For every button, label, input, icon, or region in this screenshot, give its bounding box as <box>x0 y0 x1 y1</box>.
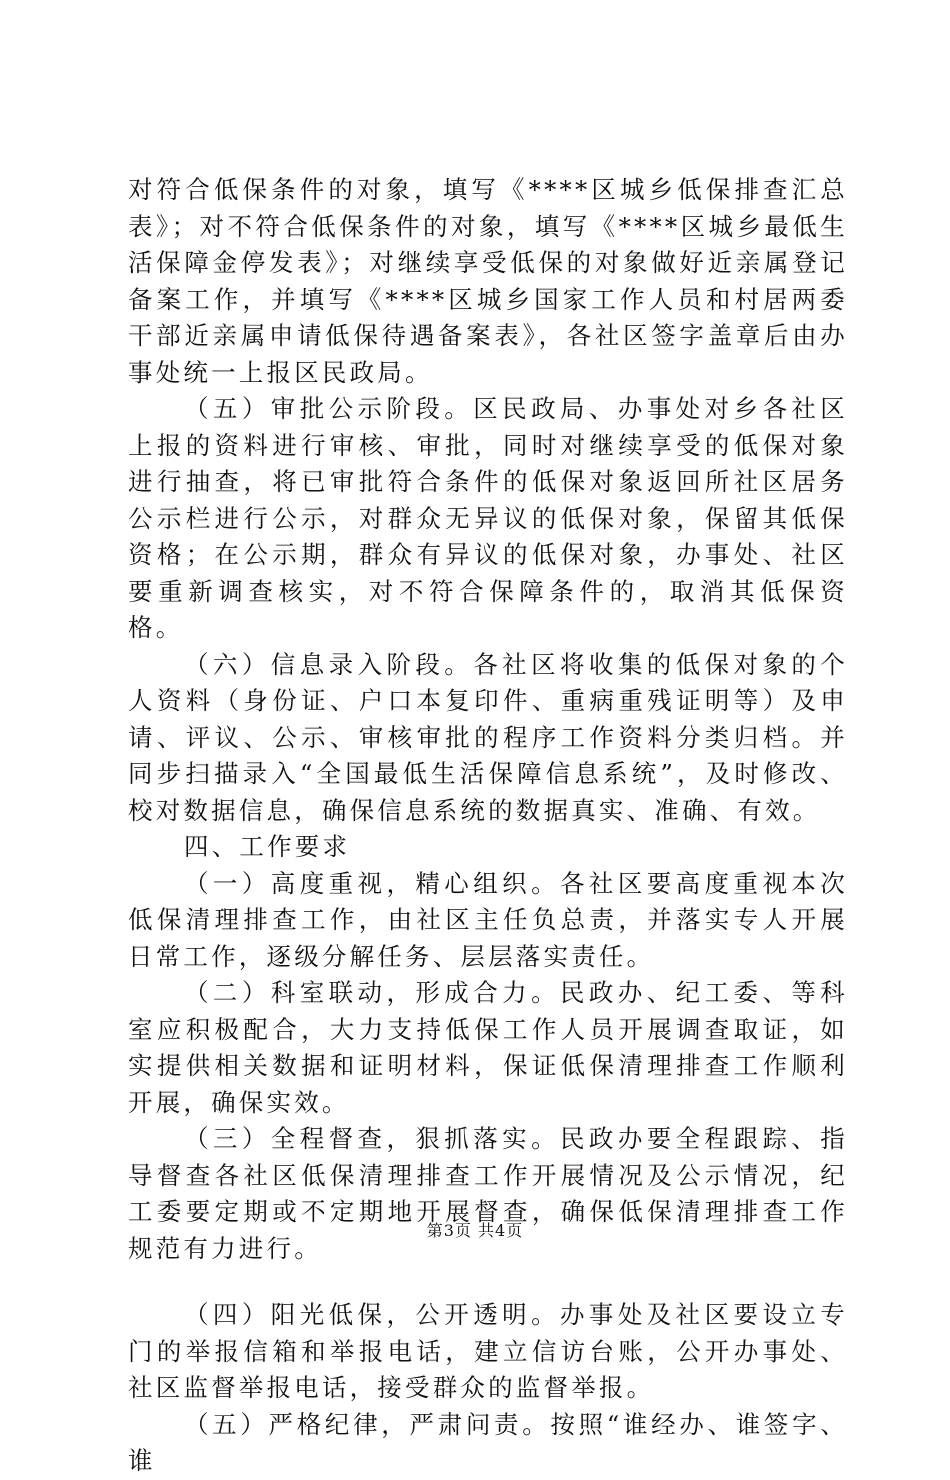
section-heading-work-requirements: 四、工作要求 <box>184 832 351 861</box>
paragraph-requirement-3: （三）全程督查，狠抓落实。民政办要全程跟踪、指导督查各社区低保清理排查工作开展情况及公示情况，纪工委要定期或不定期地开展督查，确保低保清理排查工作规范有力进行。 <box>128 1124 848 1263</box>
paragraph-requirement-4: （四）阳光低保，公开透明。办事处及社区要设立专门的举报信箱和举报电话，建立信访台账，公开办事处、社区监督举报电话，接受群众的监督举报。 <box>128 1300 848 1402</box>
paragraph-requirement-1: （一）高度重视，精心组织。各社区要高度重视本次低保清理排查工作，由社区主任负总责，并落实专人开展日常工作，逐级分解任务、层层落实责任。 <box>128 868 848 971</box>
paragraph-requirement-2: （二）科室联动，形成合力。民政办、纪工委、等科室应积极配合，大力支持低保工作人员开展调查取证，如实提供相关数据和证明材料，保证低保清理排查工作顺利开展，确保实效。 <box>128 978 848 1117</box>
paragraph-continuation: 对符合低保条件的对象，填写《****区城乡低保排查汇总表》；对不符合低保条件的对象，填写《****区城乡最低生活保障金停发表》；对继续享受低保的对象做好近亲属登记备案工作，并填写《****区城乡国家工作人员和村居两委干部近亲属申请低保待遇备案表》，各社区签字盖章后由办事处统一上报区民政局。 <box>128 175 848 387</box>
paragraph-data-entry-stage: （六）信息录入阶段。各社区将收集的低保对象的个人资料（身份证、户口本复印件、重病重残证明等）及申请、评议、公示、审核审批的程序工作资料分类归档。并同步扫描录入“全国最低生活保障信息系统”，及时修改、校对数据信息，确保信息系统的数据真实、准确、有效。 <box>128 649 848 825</box>
document-body <box>128 172 848 1480</box>
paragraph-gap <box>128 1267 848 1297</box>
paragraph-requirement-5: （五）严格纪律，严肃问责。按照“谁经办、谁签字、谁 <box>128 1409 848 1475</box>
page-number-footer: 第3页 共4页 <box>426 1221 524 1240</box>
paragraph-approval-stage: （五）审批公示阶段。区民政局、办事处对乡各社区上报的资料进行审核、审批，同时对继续享受的低保对象进行抽查，将已审批符合条件的低保对象返回所社区居务公示栏进行公示，对群众无异议的低保对象，保留其低保资格；在公示期，群众有异议的低保对象，办事处、社区要重新调查核实，对不符合保障条件的，取消其低保资格。 <box>128 394 848 642</box>
